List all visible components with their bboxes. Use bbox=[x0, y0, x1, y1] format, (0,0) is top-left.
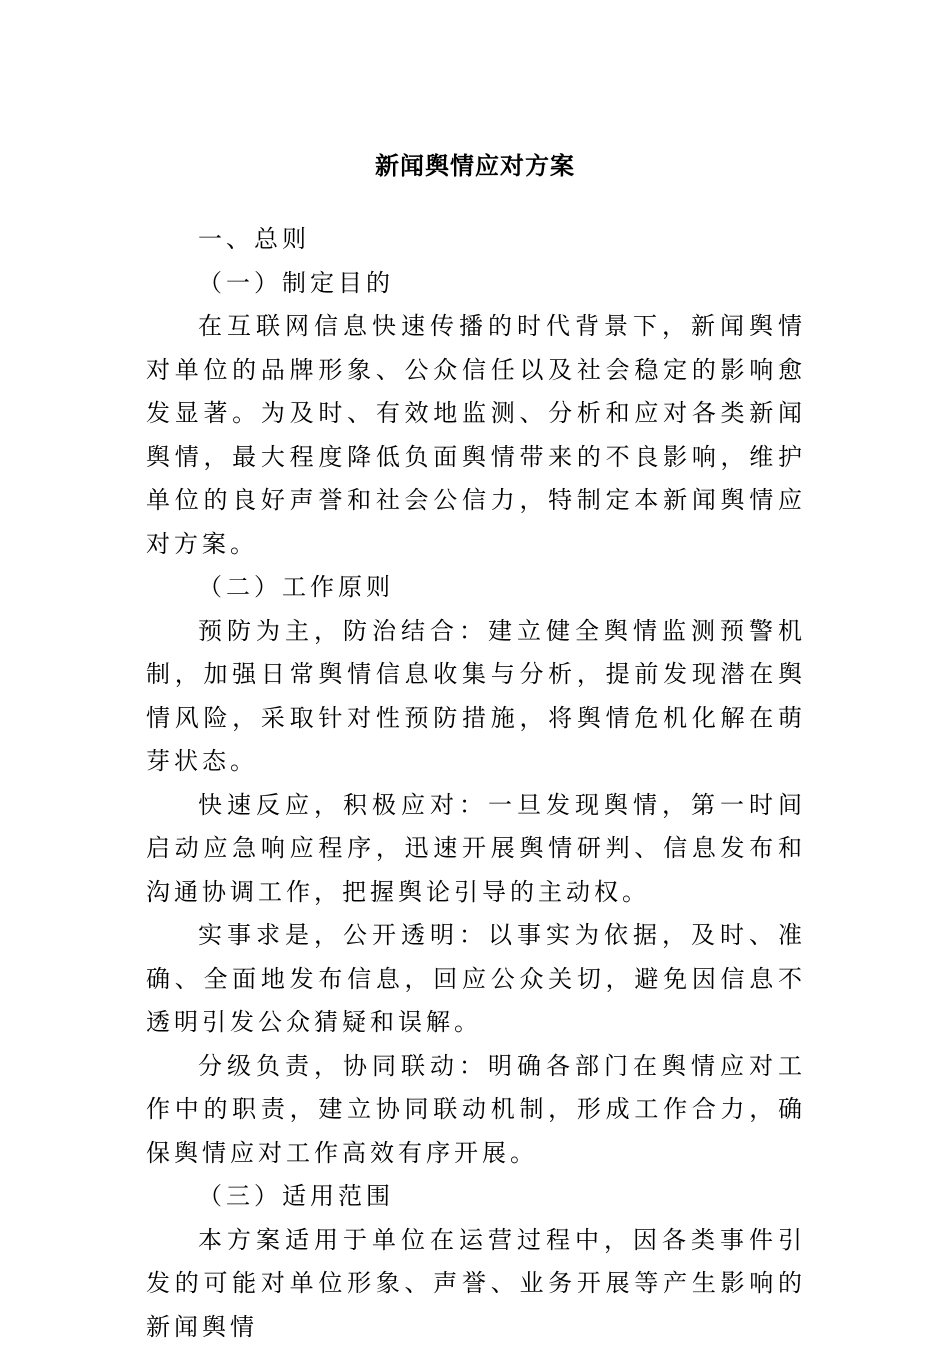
section-heading-general: 一、总则 bbox=[146, 218, 806, 262]
document-body bbox=[146, 218, 806, 1349]
subsection-heading-purpose: （一）制定目的 bbox=[146, 262, 806, 306]
paragraph-purpose: 在互联网信息快速传播的时代背景下，新闻舆情对单位的品牌形象、公众信任以及社会稳定的影响愈发显著。为及时、有效地监测、分析和应对各类新闻舆情，最大程度降低负面舆情带来的不良影响，维护单位的良好声誉和社会公信力，特制定本新闻舆情应对方案。 bbox=[146, 305, 806, 566]
paragraph-scope: 本方案适用于单位在运营过程中，因各类事件引发的可能对单位形象、声誉、业务开展等产生影响的新闻舆情 bbox=[146, 1219, 806, 1349]
subsection-heading-scope: （三）适用范围 bbox=[146, 1175, 806, 1219]
document-title: 新闻舆情应对方案 bbox=[0, 148, 950, 184]
paragraph-principle-transparency: 实事求是，公开透明：以事实为依据，及时、准确、全面地发布信息，回应公众关切，避免因信息不透明引发公众猜疑和误解。 bbox=[146, 914, 806, 1045]
paragraph-principle-rapid-response: 快速反应，积极应对：一旦发现舆情，第一时间启动应急响应程序，迅速开展舆情研判、信息发布和沟通协调工作，把握舆论引导的主动权。 bbox=[146, 784, 806, 915]
subsection-heading-principles: （二）工作原则 bbox=[146, 566, 806, 610]
paragraph-principle-prevention: 预防为主，防治结合：建立健全舆情监测预警机制，加强日常舆情信息收集与分析，提前发现潜在舆情风险，采取针对性预防措施，将舆情危机化解在萌芽状态。 bbox=[146, 610, 806, 784]
paragraph-principle-coordination: 分级负责，协同联动：明确各部门在舆情应对工作中的职责，建立协同联动机制，形成工作合力，确保舆情应对工作高效有序开展。 bbox=[146, 1045, 806, 1176]
